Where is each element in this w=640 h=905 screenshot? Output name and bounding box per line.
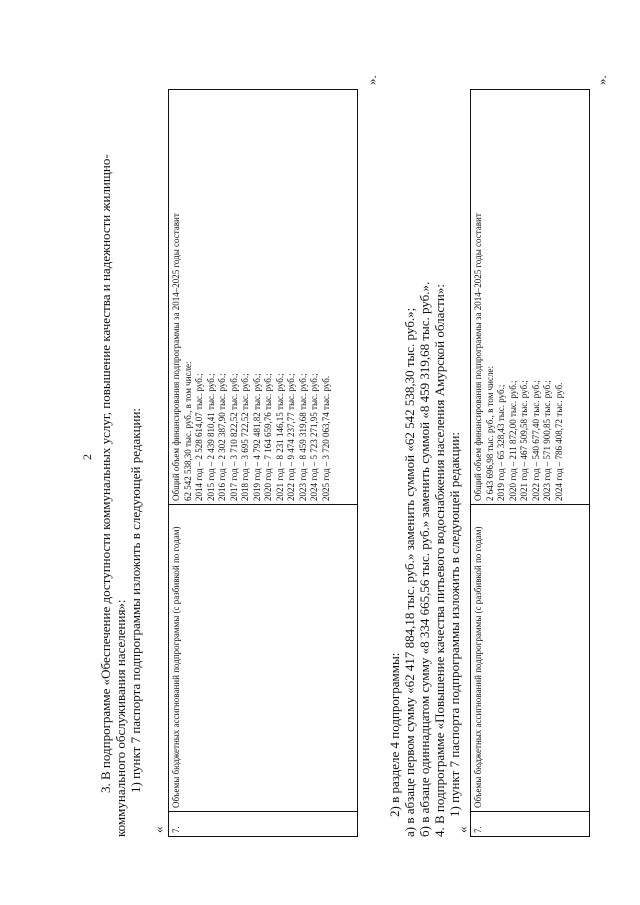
- table2-label: Объемы бюджетных ассигнований подпрограммы (с разбивкой по годам): [471, 505, 590, 812]
- table1-line: 62 542 538,30 тыс. руб., в том числе:: [182, 361, 193, 501]
- table1-line: 2024 год – 5 723 271,95 тыс. руб.;: [309, 373, 319, 501]
- close-quote: ».: [594, 75, 609, 85]
- table2-row-number: 7.: [471, 812, 590, 837]
- table1-line: 2020 год – 7 164 659,76 тыс. руб.;: [263, 373, 273, 501]
- table2-line: 2022 год – 540 677,40 тыс. руб.;: [530, 380, 541, 501]
- section-3-heading-cont: коммунального обслуживания населения»:: [113, 599, 128, 837]
- table2-line: 2019 год – 65 328,43 тыс. руб.;: [496, 384, 506, 501]
- table1-line: 2023 год – 8 459 319,68 тыс. руб.;: [297, 373, 308, 501]
- table2-line: Общий объем финансирования подпрограммы за 2014–2025 годы составит: [473, 213, 483, 501]
- table2-values: [471, 90, 590, 505]
- table1-label: Объемы бюджетных ассигнований подпрограммы (с разбивкой по годам): [169, 505, 358, 812]
- table1-line: 2018 год – 3 695 722,52 тыс. руб.;: [240, 373, 250, 501]
- passport-table-2: [470, 89, 590, 837]
- item-2b-text: б) в абзаце одиннадцатом сумму «8 334 665,56 тыс. руб.» заменить суммой «8 459 319,68 тыс. руб.».: [417, 281, 432, 837]
- section-4-item-1-text: 1) пункт 7 паспорта подпрограммы изложить в следующей редакции:: [447, 431, 462, 817]
- passport-table-1: [168, 89, 358, 837]
- item-1-text: 1) пункт 7 паспорта подпрограммы изложить в следующей редакции:: [128, 407, 143, 793]
- section-4-heading: 4. В подпрограмме «Повышение качества питьевого водоснабжения населения Амурской области»:: [432, 284, 447, 837]
- table2-line: 2 643 696,98 тыс. руб., в том числе:: [484, 366, 495, 501]
- table1-line: 2017 год – 3 710 822,52 тыс. руб.;: [228, 373, 239, 501]
- table1-line: 2014 год – 2 528 614,07 тыс. руб.;: [194, 373, 204, 501]
- table1-line: 2016 год – 2 302 387,90 тыс. руб.;: [217, 373, 227, 501]
- item-2a-text: а) в абзаце первом сумму «62 417 884,18 тыс. руб.» заменить суммой «62 542 538,30 тыс. руб.»;: [402, 307, 417, 837]
- table2-line: 2024 год – 786 408,72 тыс. руб.: [553, 382, 564, 501]
- table2-line: 2021 год – 467 509,58 тыс. руб.;: [519, 380, 529, 501]
- table1-line: 2019 год – 4 792 481,82 тыс. руб.;: [251, 373, 262, 501]
- item-2-text: 2) в разделе 4 подпрограммы:: [387, 652, 402, 817]
- table1-line: 2015 год – 2 439 810,41 тыс. руб.;: [205, 373, 216, 501]
- open-quote: «: [151, 826, 166, 833]
- table1-row-number: 7.: [169, 812, 358, 837]
- open-quote: «: [455, 826, 470, 833]
- table2-line: 2020 год – 211 872,00 тыс. руб.;: [507, 380, 518, 501]
- page-number: 2: [80, 454, 94, 460]
- close-quote: ».: [364, 75, 379, 85]
- table1-line: Общий объем финансирования подпрограммы за 2014–2025 годы составит: [171, 213, 181, 501]
- table1-line: 2025 год – 3 720 063,74 тыс. руб.: [320, 375, 331, 501]
- section-3-heading: 3. В подпрограмме «Обеспечение доступности коммунальных услуг, повышение качества и надежности жилищно-: [98, 154, 113, 793]
- table1-values: [169, 90, 358, 505]
- table1-line: 2021 год – 8 231 146,15 тыс. руб.;: [274, 373, 285, 501]
- table2-line: 2023 год – 571 900,85 тыс. руб.;: [542, 380, 552, 501]
- table1-line: 2022 год – 9 474 237,77 тыс. руб.;: [286, 373, 296, 501]
